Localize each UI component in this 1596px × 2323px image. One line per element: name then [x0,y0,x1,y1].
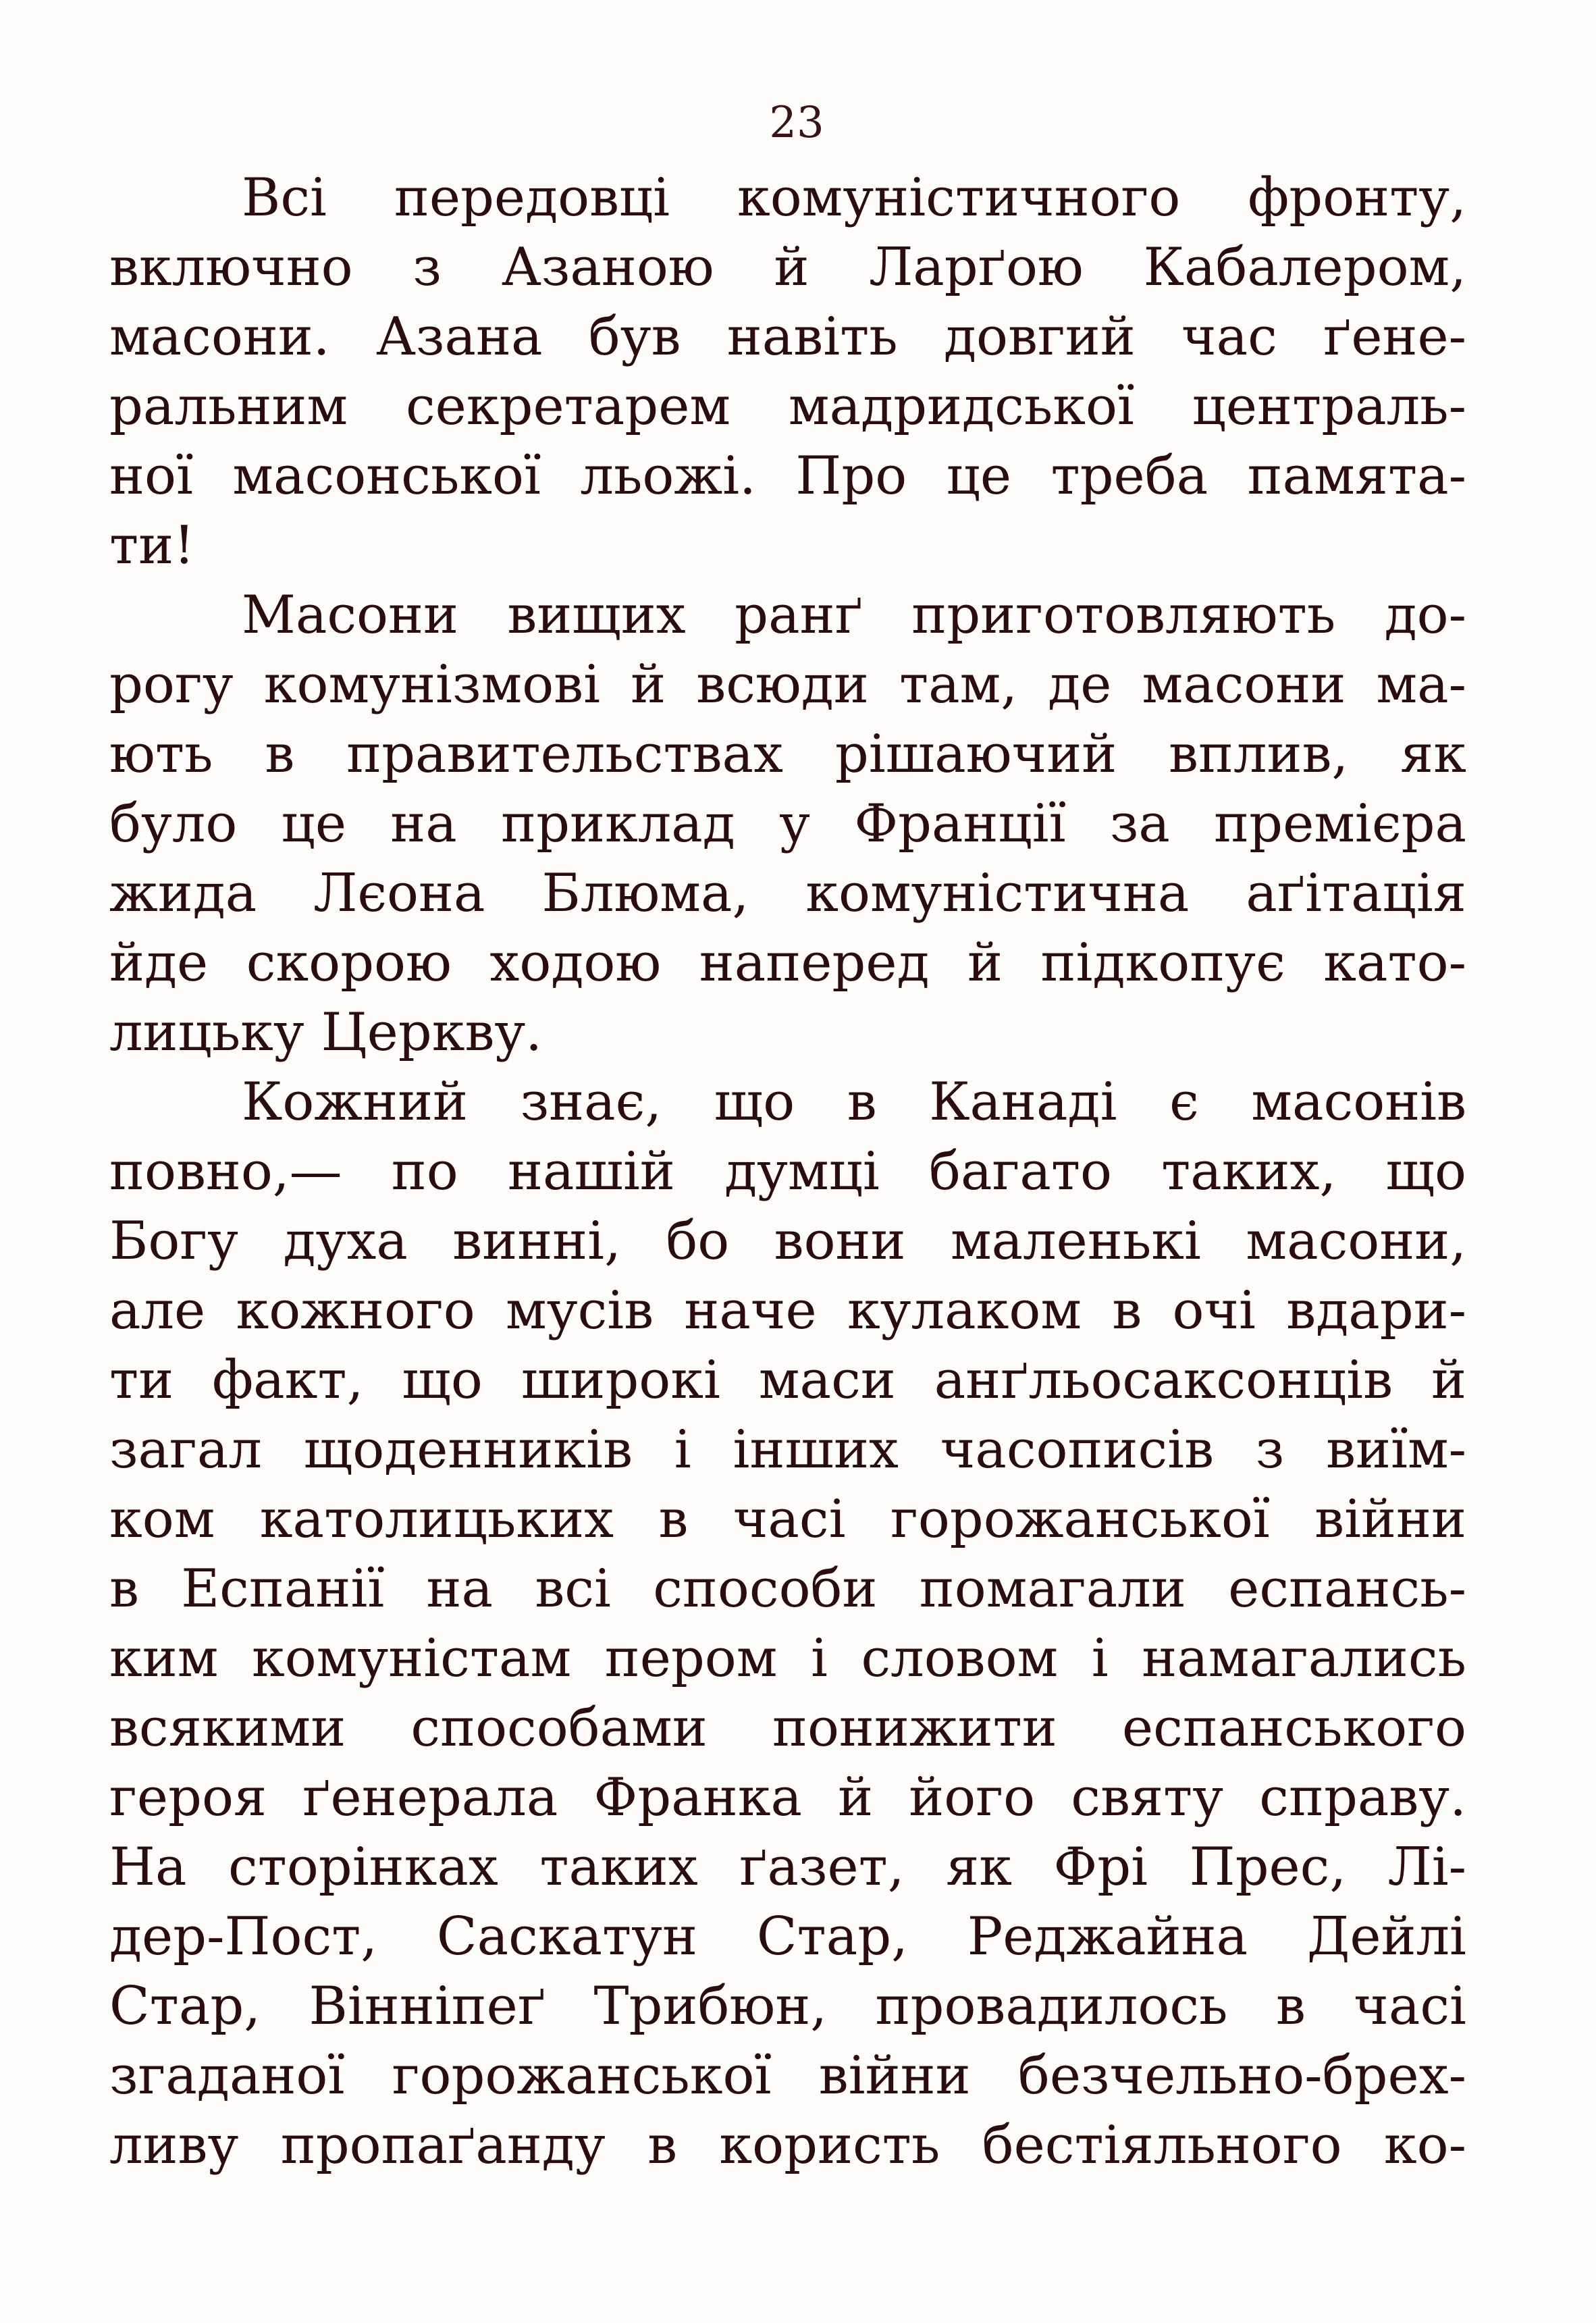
paragraph-1 [109,163,1466,581]
text-line: ти! [109,515,195,576]
text-line: ким комуністам пером і словом і намагались [109,1628,1466,1689]
text-line: дер-Пост, Саскатун Стар, Реджайна Дейлі [109,1906,1466,1967]
text-line: Кожний знає, що в Канаді є масонів [242,1072,1466,1132]
text-line: йде скорою ходою наперед й підкопує като- [109,933,1466,993]
text-line: в Еспанії на всі способи помагали еспансь- [109,1559,1466,1619]
text-line: Масони вищих ранґ приготовляють до- [242,585,1466,646]
paragraph-3 [109,1068,1466,2181]
text-line: Всі передовці комуністичного фронту, [242,167,1466,228]
text-line: але кожного мусів наче кулаком в очі вдари- [109,1280,1466,1341]
text-line: ють в правительствах рішаючий вплив, як [109,724,1466,785]
text-line: героя ґенерала Франка й його святу справу. [109,1767,1466,1828]
text-line: рогу комунізмові й всюди там, де масони ма- [109,654,1466,715]
text-line: загал щоденників і інших часописів з виїм- [109,1419,1466,1480]
text-line: масони. Азана був навіть довгий час ґене- [109,307,1466,367]
text-line: ливу пропаґанду в користь бестіяльного ко- [109,2115,1466,2176]
text-line: повно,— по нашій думці багато таких, що [109,1141,1466,1202]
text-line: Богу духа винні, бо вони маленькі масони, [109,1211,1466,1272]
text-line: ної масонської льожі. Про це треба памята- [109,446,1466,506]
text-line: Стар, Вінніпеґ Трибюн, провадилось в часі [109,1976,1466,2037]
page-number: 23 [769,98,824,148]
text-line: ти факт, що широкі маси анґльосаксонців й [109,1350,1466,1411]
text-line: ральним секретарем мадридської централь- [109,376,1466,437]
paragraph-2 [109,581,1466,1068]
text-line: жида Лєона Блюма, комуністична аґітація [109,863,1466,924]
text-line: всякими способами понижити еспанського [109,1698,1466,1758]
text-line: було це на приклад у Франції за премієра [109,793,1466,854]
text-line: лицьку Церкву. [109,1002,543,1063]
text-line: включно з Азаною й Ларґою Кабалером, [109,237,1466,298]
text-line: На сторінках таких ґазет, як Фрі Прес, Лі- [109,1837,1466,1898]
text-line: ком католицьких в часі горожанської війни [109,1489,1466,1550]
body-text [109,163,1466,2181]
text-line: згаданої горожанської війни безчельно-брех- [109,2045,1466,2106]
